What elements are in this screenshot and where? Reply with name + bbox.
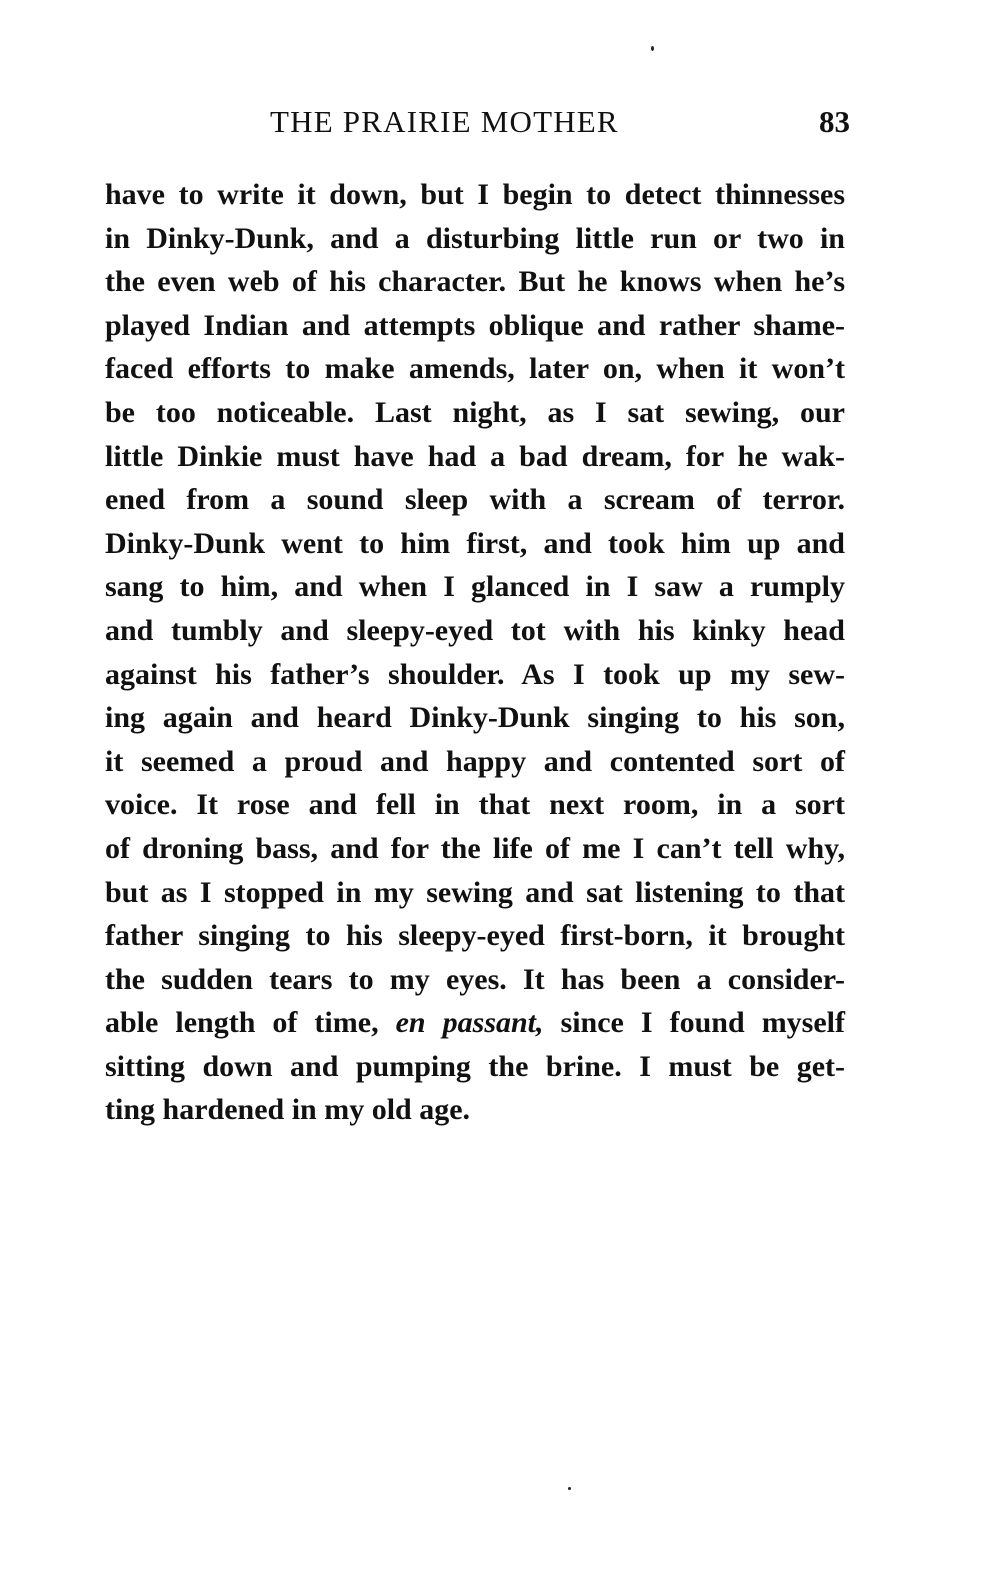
text-line: ened from a sound sleep with a scream of terror.	[105, 483, 845, 517]
text-line: little Dinkie must have had a bad dream, for he wak-	[105, 439, 845, 473]
running-title: THE PRAIRIE MOTHER	[270, 104, 619, 139]
text-line: Dinky-Dunk went to him first, and took him up and	[105, 526, 845, 560]
text-line: it seemed a proud and happy and contented sort of	[105, 744, 845, 778]
text-line: the sudden tears to my eyes. It has been a consider-	[105, 962, 845, 996]
text-line: of droning bass, and for the life of me I can’t tell why,	[105, 831, 845, 865]
text-line: sitting down and pumping the brine. I must be get-	[105, 1049, 845, 1083]
text-line: be too noticeable. Last night, as I sat sewing, our	[105, 395, 845, 429]
body-text	[105, 173, 845, 1132]
text-line: voice. It rose and fell in that next room, in a sort	[105, 788, 845, 822]
text-segment: since I found myself	[543, 1006, 845, 1040]
text-line: father singing to his sleepy-eyed first-born, it brought	[105, 919, 845, 953]
text-line	[105, 1001, 845, 1045]
italic-phrase: en passant,	[395, 1006, 544, 1040]
text-segment: able length of time,	[105, 1006, 396, 1040]
text-line: but as I stopped in my sewing and sat listening to that	[105, 875, 845, 909]
text-line: the even web of his character. But he knows when he’s	[105, 265, 845, 299]
text-line: faced efforts to make amends, later on, when it won’t	[105, 352, 845, 386]
text-line: have to write it down, but I begin to detect thinnesses	[105, 178, 845, 211]
scan-speck	[651, 46, 654, 51]
text-line: ing again and heard Dinky-Dunk singing to his son,	[105, 701, 845, 735]
scan-speck	[568, 1487, 571, 1490]
text-line: sang to him, and when I glanced in I saw a rumply	[105, 570, 845, 604]
text-line: played Indian and attempts oblique and rather shame-	[105, 308, 845, 342]
text-line: and tumbly and sleepy-eyed tot with his kinky head	[105, 613, 845, 647]
text-line: against his father’s shoulder. As I took up my sew-	[105, 657, 845, 691]
running-head	[105, 100, 850, 144]
text-line: ting hardened in my old age.	[105, 1093, 471, 1127]
page-number: 83	[819, 104, 850, 139]
text-line: in Dinky-Dunk, and a disturbing little run or two in	[105, 221, 845, 255]
